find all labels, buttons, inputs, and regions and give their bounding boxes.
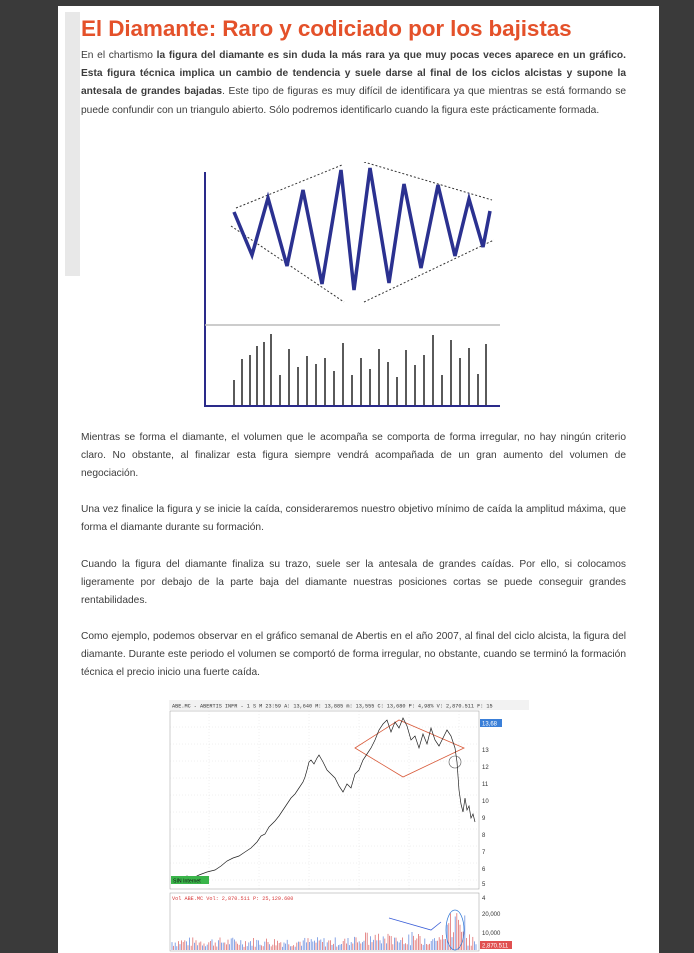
vol-tick-label: 20,000 <box>482 912 501 918</box>
tick-label: 6 <box>482 867 486 873</box>
article-header <box>81 10 626 120</box>
side-decoration-bar <box>65 12 80 276</box>
volume-bars <box>234 334 486 405</box>
paragraph-example: Como ejemplo, podemos observar en el gráfico semanal de Abertis en el año 2007, al final del ciclo alcista, la figura del diamante. Durante este periodo el volumen se comportó de forma irregular, no obstante, cuando se terminó la formación técnica el precio inicio una fuerte caída. <box>81 631 626 679</box>
tick-label: 11 <box>482 782 489 788</box>
article-title: El Diamante: Raro y codiciado por los bajistas <box>81 16 572 41</box>
paragraph-target: Una vez finalice la figura y se inicie la caída, consideraremos nuestro objetivo mínimo de caída la amplitud máxima, que forma el diamante durante su formación. <box>81 504 626 534</box>
tick-label: 10 <box>482 799 489 805</box>
vol-tick-label: 10,000 <box>482 931 501 937</box>
tick-label: 7 <box>482 850 486 856</box>
chart-header: ABE.MC - ABERTIS INFR - 1 S M 23:59 A: 13,640 M: 13,885 m: 13,555 C: 13,680 P: 4,98% V: 2,870.511 F: 15 <box>172 703 493 710</box>
paragraph-intro: En el chartismo la figura del diamante es sin duda la más rara ya que muy pocas veces aparece en un gráfico. Esta figura técnica implica un cambio de tendencia y suele darse al final de los ciclos alcistas y supone la antesala de grandes bajadas. Este tipo de figuras es muy difícil de identificara ya que mientras se está formando se puede confundir con un triangulo abierto. Sólo podremos identificarlo cuando la figura este prácticamente formada. <box>81 50 626 116</box>
last-price-label: 13,68 <box>482 721 498 728</box>
tick-label: 9 <box>482 816 486 822</box>
paragraph-volume: Mientras se forma el diamante, el volumen que le acompaña se comporta de forma irregular, no hay ningún criterio claro. No obstante, al finalizar esta figura siempre vendrá acompañada de un gran aumento del volumen de negociación. <box>81 432 626 480</box>
article-page <box>58 6 659 953</box>
tick-label: 5 <box>482 882 486 888</box>
tick-label: 12 <box>482 765 489 771</box>
price-plot-frame <box>170 711 479 889</box>
price-zigzag-line <box>234 168 490 290</box>
abertis-weekly-chart <box>169 700 529 953</box>
paragraph-short-positions: Cuando la figura del diamante finaliza su trazo, suele ser la antesala de grandes caídas. Por ello, si colocamos ligeramente por debajo de la parte baja del diamante nuestras posiciones cortas se puede conseguir grandes rentabilidades. <box>81 559 626 607</box>
diamond-pattern-illustration <box>204 162 504 408</box>
tick-label: 4 <box>482 896 486 902</box>
volume-last-label: 2,870.511 <box>482 943 509 950</box>
tick-label: 8 <box>482 833 486 839</box>
status-badge-label: SIN Internet <box>173 878 201 885</box>
volume-header: Vol ABE.MC Vol: 2,870.511 P: 25,129.600 <box>172 896 294 902</box>
tick-label: 13 <box>482 748 489 754</box>
